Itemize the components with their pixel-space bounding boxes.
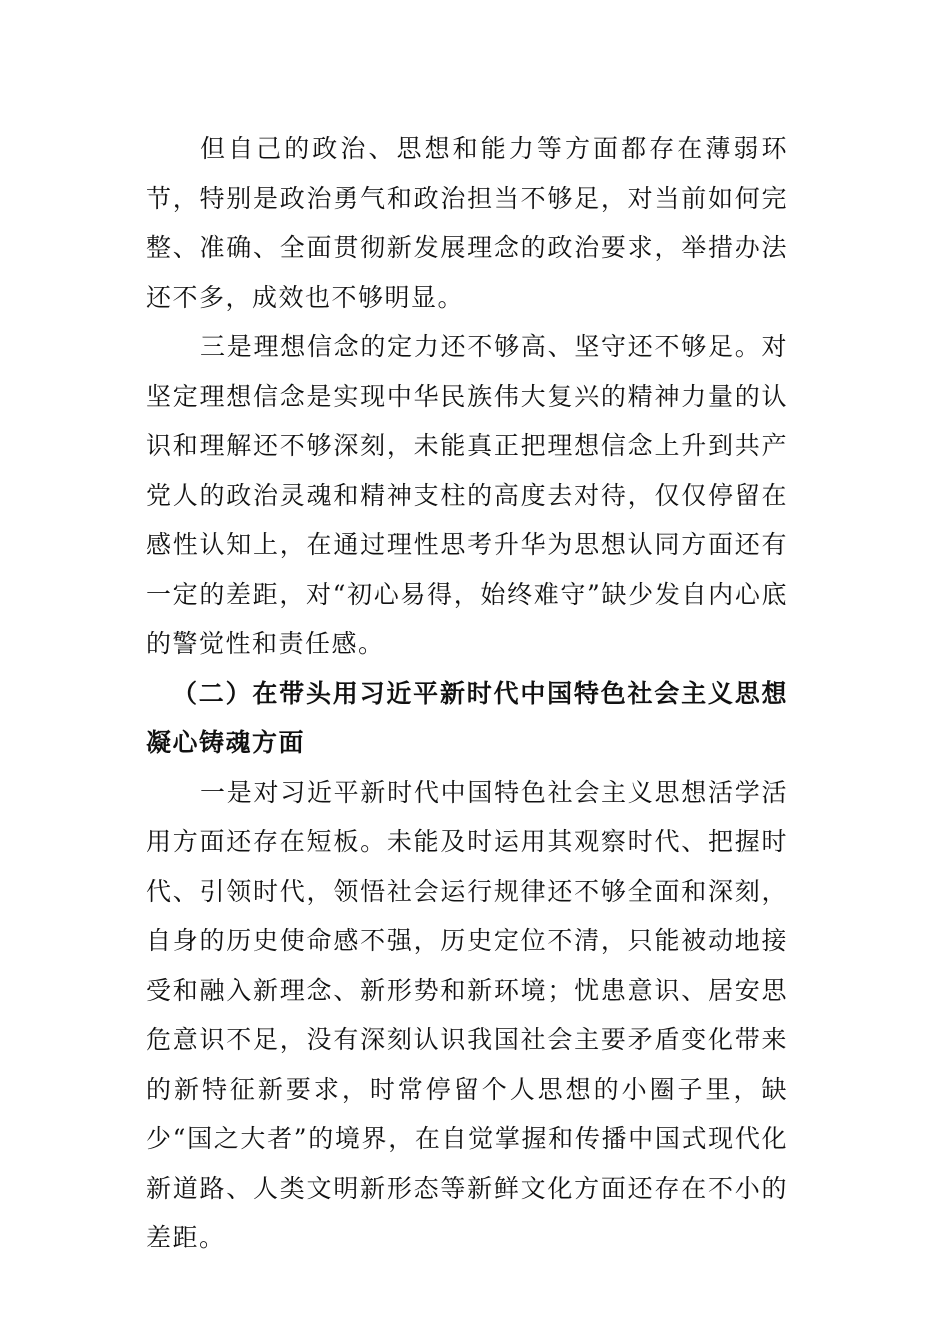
paragraph-ideals-beliefs: 三是理想信念的定力还不够高、坚守还不够足。对坚定理想信念是实现中华民族伟大复兴的精神力量的认识和理解还不够深刻，未能真正把理想信念上升到共产党人的政治灵魂和精神支柱的高度去对待，仅仅停留在感性认知上，在通过理性思考升华为思想认同方面还有一定的差距，对“初心易得，始终难守”缺少发自内心底的警觉性和责任感。 [146, 332, 788, 658]
paragraph-political-weakness: 但自己的政治、思想和能力等方面都存在薄弱环节，特别是政治勇气和政治担当不够足，对当前如何完整、准确、全面贯彻新发展理念的政治要求，举措办法还不多，成效也不够明显。 [146, 134, 788, 312]
document-body [146, 124, 788, 1263]
paragraph-thought-application: 一是对习近平新时代中国特色社会主义思想活学活用方面还存在短板。未能及时运用其观察时代、把握时代、引领时代，领悟社会运行规律还不够全面和深刻，自身的历史使命感不强，历史定位不清，只能被动地接受和融入新理念、新形势和新环境；忧患意识、居安思危意识不足，没有深刻认识我国社会主要矛盾变化带来的新特征新要求，时常停留个人思想的小圈子里，缺少“国之大者”的境界，在自觉掌握和传播中国式现代化新道路、人类文明新形态等新鲜文化方面还存在不小的差距。 [146, 777, 788, 1252]
section-heading-2: （二）在带头用习近平新时代中国特色社会主义思想凝心铸魂方面 [146, 678, 788, 757]
